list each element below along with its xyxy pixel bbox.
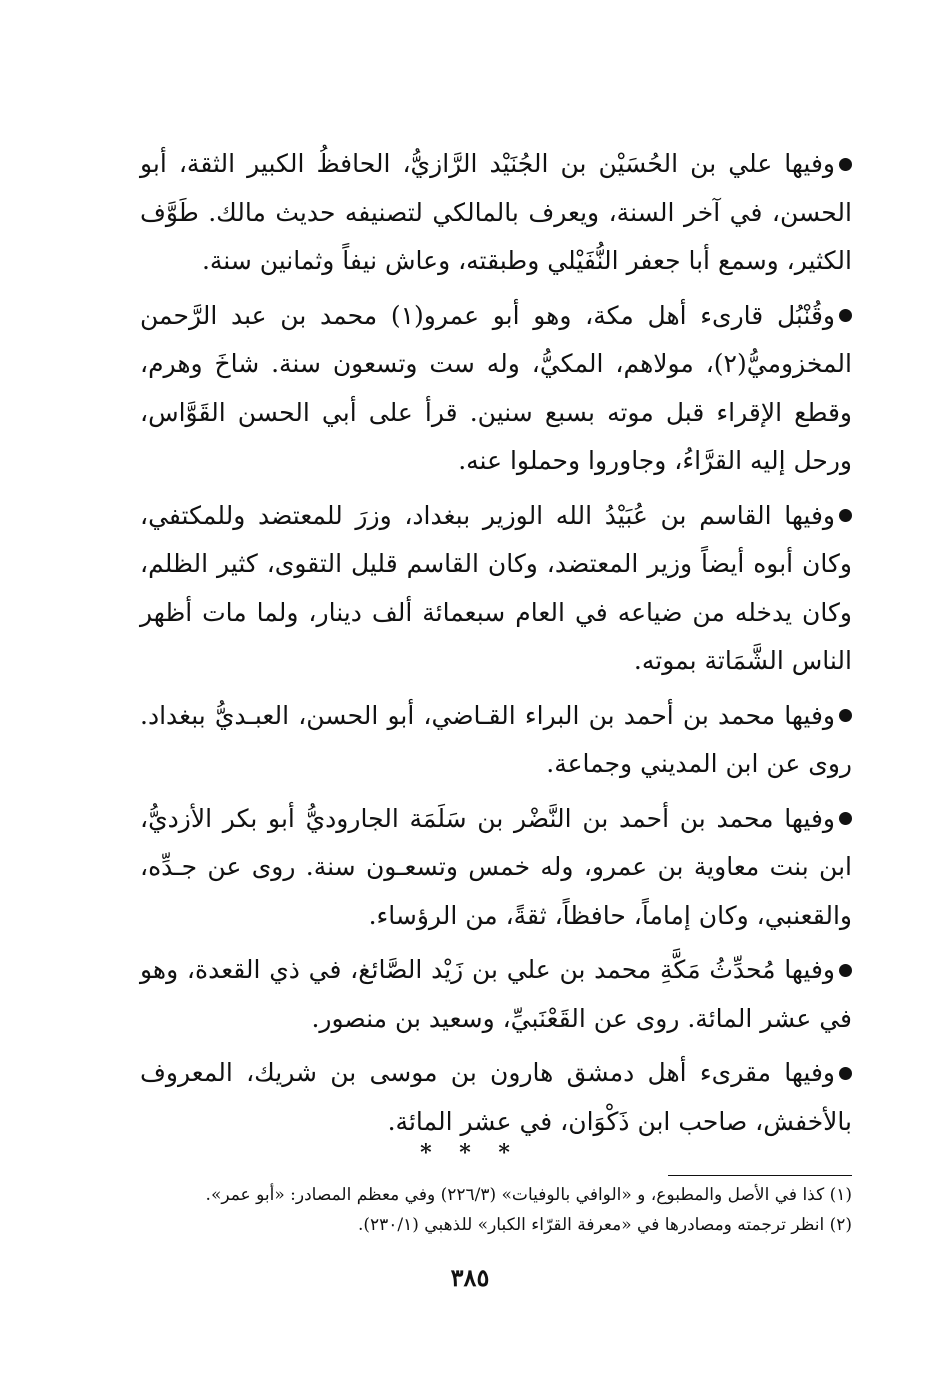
entry-text: وفيها القاسم بن عُبَيْدُ الله الوزير ببغداد، وزرَ للمعتضد وللمكتفي، وكان أبوه أيضاً وزير المعتضد، وكان القاسم قليل التقوى، كثير الظلم، وكان يدخله من ضياعه في العام سبعمائة ألف دينار، ولما مات أظهر الناس الشَّمَاتة بموته. (140, 500, 852, 675)
main-text (140, 140, 852, 1152)
entry-al-jarudi (140, 795, 852, 941)
footnote-rule (668, 1175, 852, 1176)
entry-text: وفيها مقرىء أهل دمشق هارون بن موسى بن شريك، المعروف بالأخفش، صاحب ابن ذَكْوَان، في عشر المائة. (140, 1058, 852, 1136)
bullet-icon (839, 964, 852, 977)
bullet-icon (839, 158, 852, 171)
entry-qunbul (140, 292, 852, 486)
bullet-icon (839, 812, 852, 825)
entry-al-saigh (140, 946, 852, 1043)
section-divider: * * * (420, 1140, 520, 1166)
footnotes (140, 1180, 852, 1240)
bullet-icon (839, 509, 852, 522)
bullet-icon (839, 709, 852, 722)
entry-muhammad-ibn-ahmad-ibn-al-bara (140, 692, 852, 789)
footnote-2: (٢) انظر ترجمته ومصادرها في «معرفة القرّاء الكبار» للذهبي (٢٣٠/١). (357, 1215, 852, 1235)
entry-ali-ibn-al-husayn (140, 140, 852, 286)
bullet-icon (839, 1067, 852, 1080)
entry-text: وفيها محمد بن أحمد بن البراء القـاضي، أبو الحسن، العبـديُّ ببغداد. روى عن ابن المديني وجماعة. (140, 700, 852, 778)
page-number: ٣٨٥ (450, 1263, 490, 1292)
entry-harun-ibn-musa (140, 1049, 852, 1146)
footnote-1: (١) كذا في الأصل والمطبوع، و «الوافي بالوفيات» (٢٢٦/٣) وفي معظم المصادر: «أبو عمر». (205, 1185, 852, 1205)
entry-text: وفيها محمد بن أحمد بن النَّضْر بن سَلَمَة الجاروديُّ أبو بكر الأزديُّ، ابن بنت معاوية بن عمرو، وله خمس وتسعـون سنة. روى عن جـدِّه، والقعنبي، وكان إماماً، حافظاً، ثقةً، من الرؤساء. (140, 803, 852, 930)
entry-al-qasim (140, 492, 852, 686)
entry-text: وفيها مُحدِّثُ مَكَّةِ محمد بن علي بن زَيْد الصَّائغ، في ذي القعدة، وهو في عشر المائة. روى عن القَعْنَبيِّ، وسعيد بن منصور. (140, 955, 852, 1033)
bullet-icon (839, 309, 852, 322)
entry-text: وقُنْبُل قارىء أهل مكة، وهو أبو عمرو(١) محمد بن عبد الرَّحمن المخزوميُّ(٢)، مولاهم، المكيُّ، وله ست وتسعون سنة. شاخَ وهرم، وقطع الإقراء قبل موته بسبع سنين. قرأ على أبي الحسن القَوَّاس، ورحل إليه القرَّاءُ، وجاوروا وحملوا عنه. (140, 300, 852, 475)
entry-text: وفيها علي بن الحُسَيْن بن الجُنَيْد الرَّازيُّ، الحافظُ الكبير الثقة، أبو الحسن، في آخر السنة، ويعرف بالمالكي لتصنيفه حديث مالك. طَوَّف الكثير، وسمع أبا جعفر النُّفَيْلي وطبقته، وعاش نيفاً وثمانين سنة. (140, 149, 852, 275)
